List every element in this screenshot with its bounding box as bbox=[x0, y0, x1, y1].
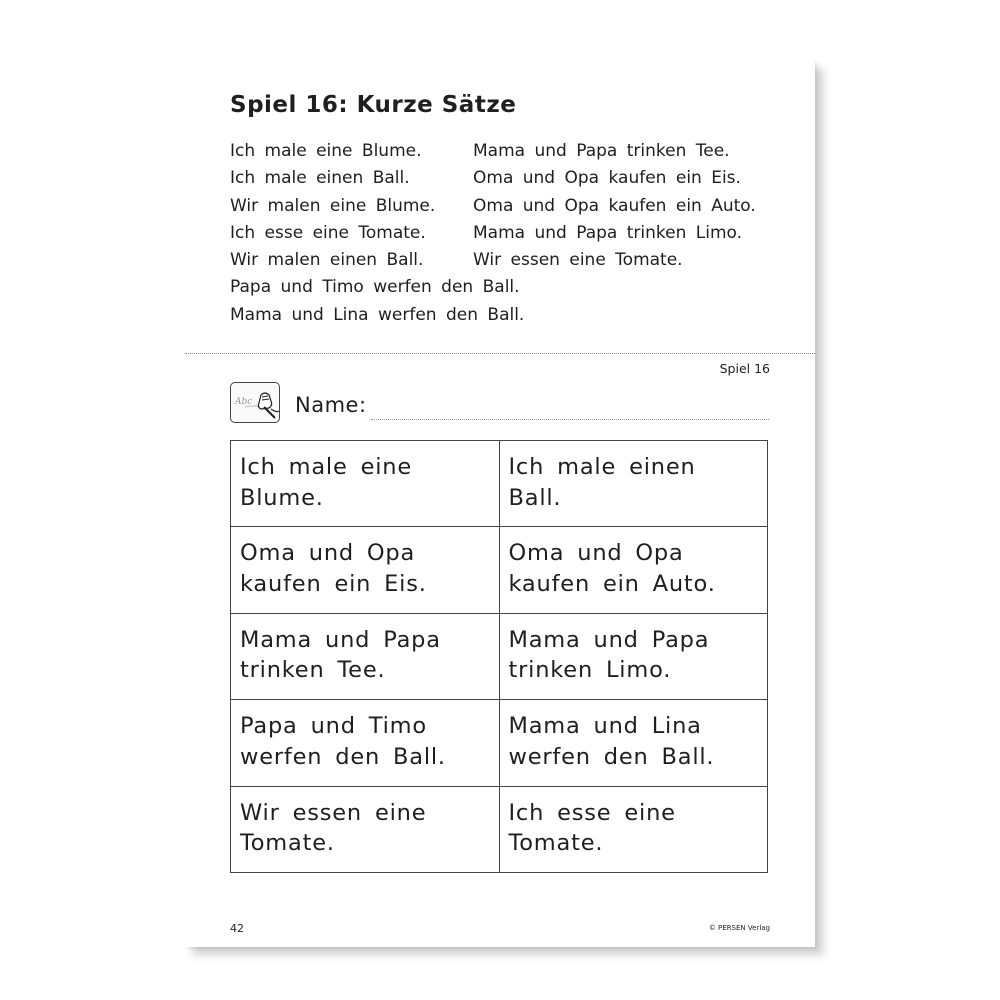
card-line: Ich male eine bbox=[240, 454, 412, 480]
sentence-line: Mama und Lina werfen den Ball. bbox=[230, 304, 525, 325]
sentence-card bbox=[231, 441, 500, 527]
card-line: Ball. bbox=[508, 484, 562, 511]
icon-abc-text: Abc bbox=[235, 397, 253, 407]
sentence-card bbox=[231, 613, 500, 699]
worksheet-page bbox=[185, 60, 815, 947]
sentence-line: Mama und Papa trinken Tee. bbox=[473, 141, 730, 161]
card-row bbox=[231, 613, 768, 699]
sentence-card bbox=[231, 700, 500, 786]
sentence-line: Papa und Timo werfen den Ball. bbox=[230, 277, 520, 298]
sentence-list-right bbox=[473, 138, 756, 274]
card-line: trinken Limo. bbox=[508, 657, 672, 684]
sentence-card bbox=[499, 441, 768, 527]
card-row bbox=[231, 786, 768, 872]
card-line: kaufen ein Auto. bbox=[508, 570, 716, 597]
sentence-line: Wir essen eine Tomate. bbox=[473, 250, 683, 271]
cut-line-divider bbox=[185, 353, 815, 354]
sentence-line: Mama und Papa trinken Limo. bbox=[473, 222, 743, 243]
sentence-card bbox=[231, 527, 500, 613]
card-line: Ich esse eine bbox=[508, 799, 676, 826]
writing-hand-icon bbox=[230, 382, 280, 423]
sentence-line: Ich esse eine Tomate. bbox=[230, 222, 426, 243]
page-title: Spiel 16: Kurze Sätze bbox=[230, 92, 517, 118]
copyright-notice: © PERSEN Verlag bbox=[708, 924, 770, 932]
sentence-line: Oma und Opa kaufen ein Eis. bbox=[473, 168, 741, 189]
card-line: Mama und Papa bbox=[240, 626, 441, 653]
card-line: Tomate. bbox=[240, 830, 335, 857]
card-line: werfen den Ball. bbox=[240, 743, 446, 770]
card-line: Papa und Timo bbox=[240, 713, 427, 740]
card-line: Mama und Papa bbox=[508, 626, 710, 653]
card-row bbox=[231, 700, 768, 786]
card-line: werfen den Ball. bbox=[508, 743, 715, 770]
sentence-line: Ich male eine Blume. bbox=[230, 141, 422, 161]
name-write-line bbox=[371, 419, 769, 420]
card-line: Mama und Lina bbox=[508, 713, 702, 740]
sentence-card bbox=[231, 786, 500, 872]
card-line: Blume. bbox=[240, 484, 324, 511]
card-line: Oma und Opa bbox=[508, 540, 684, 567]
game-label: Spiel 16 bbox=[719, 361, 770, 376]
sentence-line: Oma und Opa kaufen ein Auto. bbox=[473, 195, 756, 216]
card-line: kaufen ein Eis. bbox=[240, 570, 427, 597]
card-line: trinken Tee. bbox=[240, 657, 386, 684]
page-number: 42 bbox=[230, 922, 244, 935]
card-line: Oma und Opa bbox=[240, 540, 416, 567]
sentence-card bbox=[499, 786, 768, 872]
sentence-card bbox=[499, 613, 768, 699]
sentence-card bbox=[499, 527, 768, 613]
card-row bbox=[231, 441, 768, 527]
card-line: Tomate. bbox=[508, 830, 604, 857]
name-label: Name: bbox=[295, 393, 367, 417]
sentence-line: Ich male einen Ball. bbox=[230, 168, 410, 189]
sentence-line: Wir malen einen Ball. bbox=[230, 250, 424, 271]
sentence-card-grid bbox=[230, 440, 768, 873]
sentence-line: Wir malen eine Blume. bbox=[230, 195, 436, 216]
sentence-card bbox=[499, 700, 768, 786]
card-row bbox=[231, 527, 768, 613]
card-line: Wir essen eine bbox=[240, 799, 427, 826]
card-line: Ich male einen bbox=[508, 454, 696, 480]
